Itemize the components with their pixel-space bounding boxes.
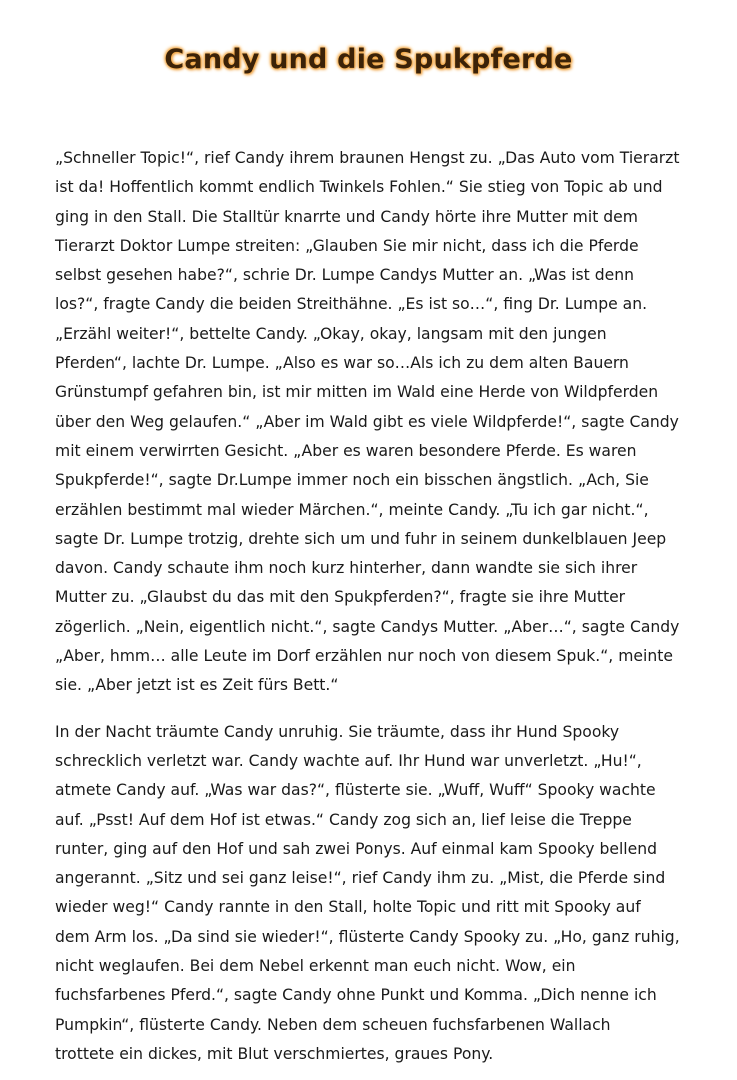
text-line: Pumpkin“, flüsterte Candy. Neben dem scheuen fuchsfarbenen Wallach — [55, 1015, 611, 1034]
text-line: Mutter zu. „Glaubst du das mit den Spukpferden?“, fragte sie ihre Mutter — [55, 588, 626, 607]
text-line: fuchsfarbenes Pferd.“, sagte Candy ohne Punkt und Komma. „Dich nenne ich — [55, 986, 657, 1005]
text-line: „Schneller Topic!“, rief Candy ihrem braunen Hengst zu. „Das Auto vom Tierarzt — [55, 149, 680, 167]
text-line: Pferden“, lachte Dr. Lumpe. „Also es war so…Als ich zu dem alten Bauern — [55, 354, 629, 373]
text-line: runter, ging auf den Hof und sah zwei Ponys. Auf einmal kam Spooky bellend — [55, 839, 657, 858]
text-line: angerannt. „Sitz und sei ganz leise!“, rief Candy ihm zu. „Mist, die Pferde sind — [55, 869, 666, 888]
text-line: Spukpferde!“, sagte Dr.Lumpe immer noch ein bisschen ängstlich. „Ach, Sie — [55, 471, 649, 490]
text-line: In der Nacht träumte Candy unruhig. Sie träumte, dass ihr Hund Spooky — [55, 722, 620, 741]
paragraph-1 — [55, 144, 695, 701]
text-line: atmete Candy auf. „Was war das?“, flüsterte sie. „Wuff, Wuff“ Spooky wachte — [55, 781, 656, 800]
story-body — [55, 144, 695, 1069]
text-line: auf. „Psst! Auf dem Hof ist etwas.“ Candy zog sich an, lief leise die Treppe — [55, 810, 632, 829]
text-line: Tierarzt Doktor Lumpe streiten: „Glauben Sie mir nicht, dass ich die Pferde — [55, 236, 639, 255]
text-line: trottete ein dickes, mit Blut verschmiertes, graues Pony. — [55, 1044, 494, 1063]
text-line: erzählen bestimmt mal wieder Märchen.“, meinte Candy. „Tu ich gar nicht.“, — [55, 500, 649, 519]
text-line: selbst gesehen habe?“, schrie Dr. Lumpe Candys Mutter an. „Was ist denn — [55, 266, 634, 285]
paragraph-2 — [55, 718, 695, 1070]
text-line: „Erzähl weiter!“, bettelte Candy. „Okay, okay, langsam mit den jungen — [55, 324, 607, 343]
text-line: dem Arm los. „Da sind sie wieder!“, flüsterte Candy Spooky zu. „Ho, ganz ruhig, — [55, 927, 680, 946]
text-line: ist da! Hoffentlich kommt endlich Twinkels Fohlen.“ Sie stieg von Topic ab und — [55, 178, 663, 197]
text-line: los?“, fragte Candy die beiden Streithähne. „Es ist so…“, fing Dr. Lumpe an. — [55, 295, 648, 314]
text-line: sie. „Aber jetzt ist es Zeit fürs Bett.“ — [55, 676, 339, 695]
text-line: Grünstumpf gefahren bin, ist mir mitten im Wald eine Herde von Wildpferden — [55, 383, 659, 402]
text-line: davon. Candy schaute ihm noch kurz hinterher, dann wandte sie sich ihrer — [55, 559, 638, 578]
text-line: schrecklich verletzt war. Candy wachte auf. Ihr Hund war unverletzt. „Hu!“, — [55, 751, 642, 770]
text-line: wieder weg!“ Candy rannte in den Stall, holte Topic und ritt mit Spooky auf — [55, 898, 641, 917]
text-line: nicht weglaufen. Bei dem Nebel erkennt man euch nicht. Wow, ein — [55, 957, 576, 976]
text-line: zögerlich. „Nein, eigentlich nicht.“, sagte Candys Mutter. „Aber…“, sagte Candy — [55, 617, 680, 636]
text-line: ging in den Stall. Die Stalltür knarrte und Candy hörte ihre Mutter mit dem — [55, 207, 638, 226]
text-line: „Aber, hmm… alle Leute im Dorf erzählen nur noch von diesem Spuk.“, meinte — [55, 647, 673, 666]
document-title: Candy und die Spukpferde — [164, 44, 573, 75]
text-line: über den Weg gelaufen.“ „Aber im Wald gibt es viele Wildpferde!“, sagte Candy — [55, 412, 679, 431]
text-line: sagte Dr. Lumpe trotzig, drehte sich um und fuhr in seinem dunkelblauen Jeep — [55, 529, 667, 548]
text-line: mit einem verwirrten Gesicht. „Aber es waren besondere Pferde. Es waren — [55, 441, 637, 460]
